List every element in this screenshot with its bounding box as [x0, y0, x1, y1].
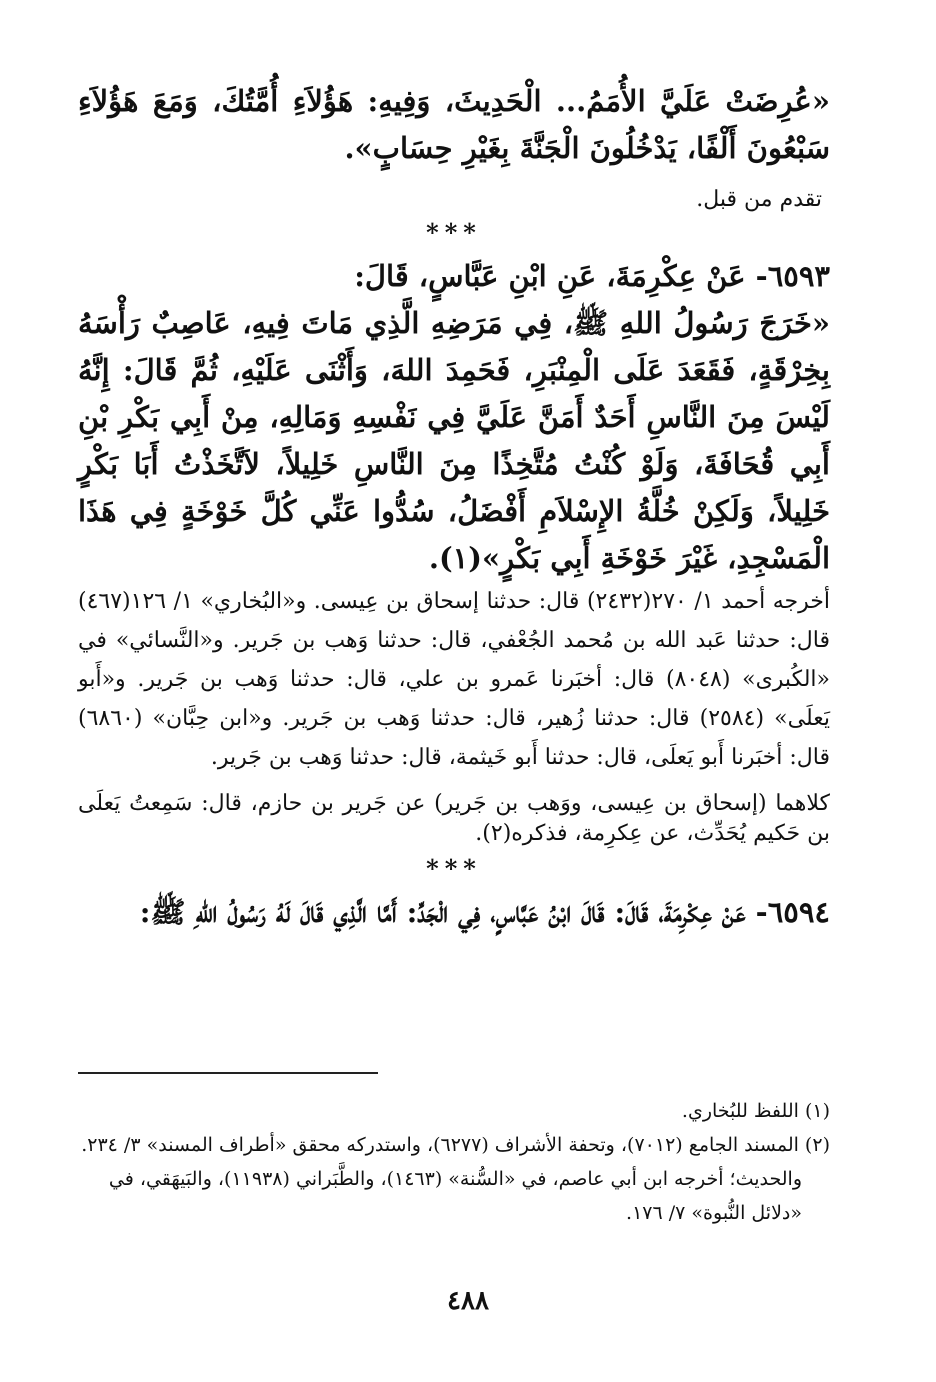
- hadith-6594-text: ٦٥٩٤- عَنْ عِكْرِمَةَ، قَالَ: قَالَ ابْنُ عَبَّاسٍ، فِي الْجَدِّ: أَمَّا الَّذِي قَالَ لَهُ رَسُولُ اللهِ ﷺ:: [139, 895, 830, 929]
- page-body: [78, 78, 830, 936]
- hadith-6593-takhrij-chain: كلاهما (إسحاق بن عِيسى، ووَهب بن جَرير) عن جَرير بن حازم، قال: سَمِعتُ يَعلَى بن حَكيم يُحَدِّث، عن عِكرِمة، فذكره(٢).: [78, 791, 830, 846]
- top-quote-line-2: أَلْفًا، يَدْخُلُونَ الْجَنَّةَ بِغَيْرِ حِسَابٍ».: [344, 131, 737, 165]
- page-number: ٤٨٨: [447, 1286, 489, 1316]
- section-separator: ***: [426, 218, 482, 247]
- hadith-6593-text: «خَرَجَ رَسُولُ اللهِ ﷺ، فِي مَرَضِهِ الَّذِي مَاتَ فِيهِ، عَاصِبٌ رَأْسَهُ بِخِرْقَةٍ، فَقَعَدَ عَلَى الْمِنْبَرِ، فَحَمِدَ اللهَ، وَأَثْنَى عَلَيْهِ، ثُمَّ قَالَ: إِنَّهُ لَيْسَ مِنَ النَّاسِ أَحَدٌ أَمَنَّ عَلَيَّ فِي نَفْسِهِ وَمَالِهِ، مِنْ أَبِي بَكْرِ بْنِ أَبِي قُحَافَةَ، وَلَوْ كُنْتُ مُتَّخِذًا مِنَ النَّاسِ خَلِيلاً، لاَتَّخَذْتُ أَبَا بَكْرٍ خَلِيلاً، وَلَكِنْ خُلَّةُ الإِسْلاَمِ أَفْضَلُ، سُدُّوا عَنِّي كُلَّ خَوْخَةٍ فِي هَذَا الْمَسْجِدِ، غَيْرَ خَوْخَةِ أَبِي بَكْرٍ»(١).: [78, 306, 830, 575]
- top-quote-note: تقدم من قبل.: [696, 187, 822, 212]
- hadith-6593-header: ٦٥٩٣- عَنْ عِكْرِمَةَ، عَنِ ابْنِ عَبَّاسٍ، قَالَ:: [354, 259, 830, 293]
- footnote-2-continued: والحديث؛ أخرجه ابن أبي عاصم، في «السُّنة» (١٤٦٣)، والطَّبَراني (١١٩٣٨)، والبَيهَقي، في «دلائل النُّبوة» ٧/ ١٧٦.: [108, 1168, 802, 1224]
- top-quote: [78, 78, 830, 172]
- footnote-2: (٢) المسند الجامع (٧٠١٢)، وتحفة الأشراف (٦٢٧٧)، واستدركه محقق «أطراف المسند» ٣/ ٢٣٤.: [81, 1134, 830, 1156]
- section-separator: ***: [426, 854, 482, 883]
- hadith-6593-takhrij: أخرجه أحمد ١/ ٢٧٠(٢٤٣٢) قال: حدثنا إسحاق بن عِيسى. و«البُخاري» ١/ ١٢٦(٤٦٧) قال: حدثنا عَبد الله بن مُحمد الجُعْفي، قال: حدثنا وَهب بن جَرير. و«النَّسائي» في «الكُبرى» (٨٠٤٨) قال: أخبَرنا عَمرو بن علي، قال: حدثنا وَهب بن جَرير. و«أَبو يَعلَى» (٢٥٨٤) قال: حدثنا زُهير، قال: حدثنا وَهب بن جَرير. و«ابن حِبَّان» (٦٨٦٠) قال: أخبَرنا أَبو يَعلَى، قال: حدثنا أَبو خَيثمة، قال: حدثنا وَهب بن جَرير.: [78, 589, 831, 770]
- footnotes: [78, 1094, 830, 1230]
- footnote-divider: [78, 1072, 378, 1074]
- footnote-1: (١) اللفظ للبُخاري.: [681, 1100, 830, 1122]
- top-quote-line-1: «عُرِضَتْ عَلَيَّ الأُمَمُ... الْحَدِيثَ، وَفِيهِ: هَؤُلاَءِ أُمَّتُكَ، وَمَعَ هَؤُلاَءِ سَبْعُونَ: [78, 84, 830, 165]
